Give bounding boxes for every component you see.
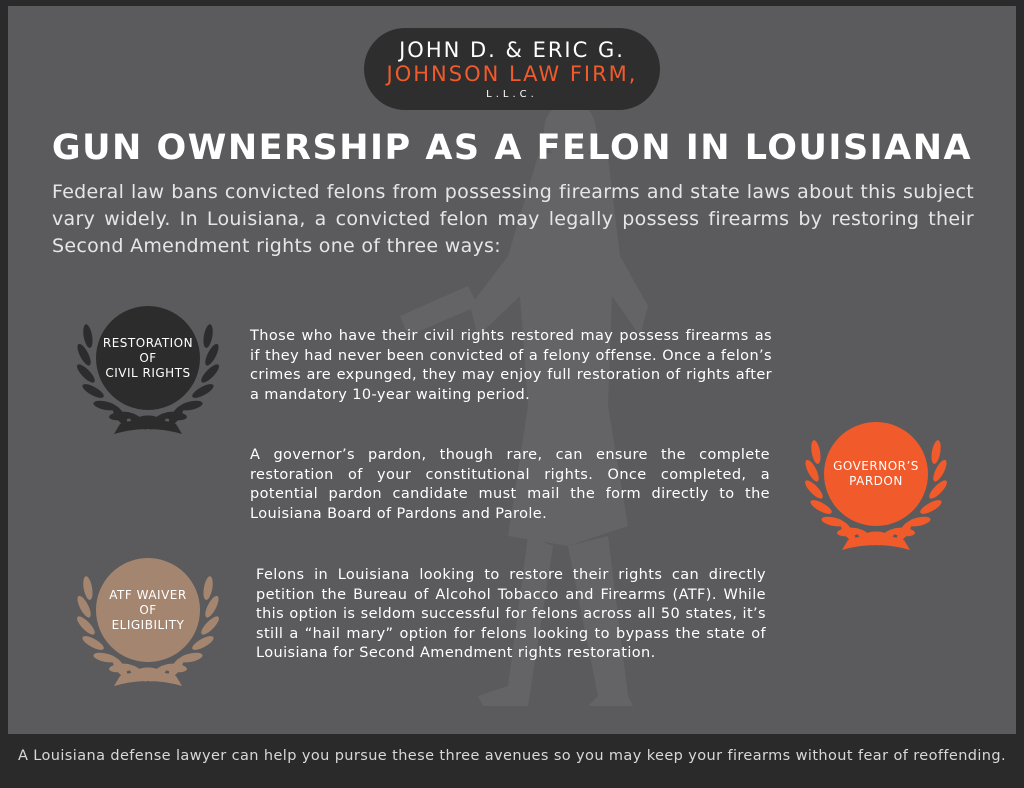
- logo-line-firm: JOHNSON LAW FIRM,: [386, 62, 638, 86]
- atf-waiver-description: Felons in Louisiana looking to restore their rights can directly petition the Bureau of Alcohol Tobacco and Firearms (ATF). While this option is seldom successful for felons across all 50 states, it’s still a “hail mary” option for felons looking to bypass the state of Louisiana for Second Amendment rights restoration.: [256, 567, 766, 661]
- page-title: GUN OWNERSHIP AS A FELON IN LOUISIANA: [51, 128, 973, 168]
- pardon-description: A governor’s pardon, though rare, can ensure the complete restoration of your constitutional rights. Once completed, a potential pardon candidate must mail the form directly to the Louisiana Board of Pardons and Parole.: [250, 447, 770, 522]
- intro-paragraph: Federal law bans convicted felons from possessing firearms and state laws about this subject vary widely. In Louisiana, a convicted felon may legally possess firearms by restoring their Second Amendment rights one of three ways:: [52, 181, 974, 257]
- logo-line-llc: L.L.C.: [486, 89, 538, 100]
- restoration-badge: [58, 292, 238, 442]
- law-firm-logo: [364, 28, 660, 110]
- pardon-badge-label: GOVERNOR’S PARDON: [824, 422, 928, 526]
- infographic-panel: [8, 6, 1016, 734]
- logo-line-names: JOHN D. & ERIC G.: [399, 38, 625, 62]
- atf-waiver-badge: [58, 544, 238, 694]
- restoration-badge-label: RESTORATION OF CIVIL RIGHTS: [96, 306, 200, 410]
- pardon-badge: [786, 408, 966, 558]
- atf-waiver-badge-label: ATF WAIVER OF ELIGIBILITY: [96, 558, 200, 662]
- restoration-description: Those who have their civil rights restored may possess firearms as if they had never been convicted of a felony offense. Once a felon’s crimes are expunged, they may enjoy full restoration of rights after a mandatory 10-year waiting period.: [250, 328, 772, 403]
- footer-tagline: A Louisiana defense lawyer can help you pursue these three avenues so you may keep your firearms without fear of reoffending.: [17, 748, 1007, 764]
